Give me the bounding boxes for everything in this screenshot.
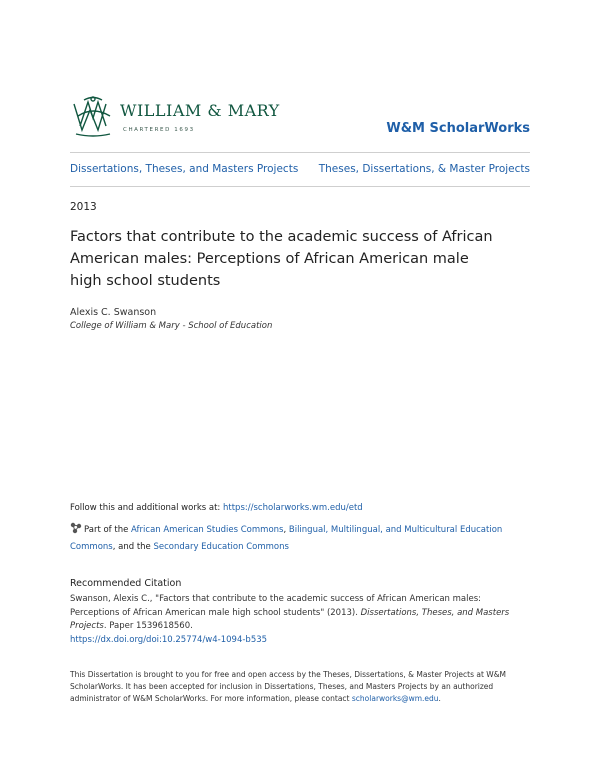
- commons-link-bilingual-education[interactable]: Bilingual, Multilingual, and Multicultural Education Commons: [70, 525, 503, 552]
- cypher-crest-icon: [70, 96, 116, 138]
- follow-line: [70, 503, 363, 513]
- collection-link[interactable]: Dissertations, Theses, and Masters Projects: [70, 163, 299, 175]
- contact-email-link[interactable]: scholarworks@wm.edu: [351, 694, 439, 703]
- commons-link-secondary-education[interactable]: Secondary Education Commons: [153, 542, 289, 552]
- logo-tagline: CHARTERED 1693: [123, 127, 195, 133]
- author-affiliation: College of William & Mary - School of Education: [70, 321, 273, 331]
- access-text: This Dissertation is brought to you for free and open access by the Theses, Dissertations, & Master Projects at W&M ScholarWorks. It has been accepted for inclusion in Dissertations, Theses, and Masters Projects by an authorized administrator of W&M ScholarWorks. For more information, please contact: [70, 670, 507, 703]
- access-statement: [70, 669, 532, 705]
- divider: [70, 186, 530, 187]
- access-end: .: [438, 694, 441, 703]
- network-icon: [70, 522, 82, 534]
- divider: [70, 152, 530, 153]
- follow-url-link[interactable]: https://scholarworks.wm.edu/etd: [223, 503, 363, 513]
- partof-prefix: Part of the: [84, 525, 132, 535]
- publication-year: 2013: [70, 201, 97, 213]
- author-name: Alexis C. Swanson: [70, 307, 157, 318]
- follow-prefix: Follow this and additional works at:: [70, 503, 223, 513]
- partof-sep: , and the: [112, 542, 154, 552]
- citation-heading: Recommended Citation: [70, 578, 182, 589]
- document-title: Factors that contribute to the academic success of African American males: Perceptions of African American male high school students: [70, 229, 493, 289]
- citation-paper: . Paper 1539618560.: [103, 621, 193, 631]
- part-of-line: [70, 522, 540, 556]
- series-link[interactable]: Theses, Dissertations, & Master Projects: [318, 163, 530, 175]
- doi-link[interactable]: https://dx.doi.org/doi:10.25774/w4-1094-b535: [70, 634, 268, 645]
- commons-link-african-american-studies[interactable]: African American Studies Commons: [131, 525, 284, 535]
- citation-series: Dissertations, Theses, and Masters Projects: [70, 607, 510, 631]
- repository-name[interactable]: W&M ScholarWorks: [386, 121, 530, 136]
- citation-text: [70, 593, 530, 647]
- partof-sep: ,: [283, 525, 289, 535]
- logo-name: WILLIAM & MARY: [120, 101, 280, 120]
- citation-body: Swanson, Alexis C., "Factors that contribute to the academic success of African American males: Perceptions of African American male high school students" (2013).: [70, 594, 482, 618]
